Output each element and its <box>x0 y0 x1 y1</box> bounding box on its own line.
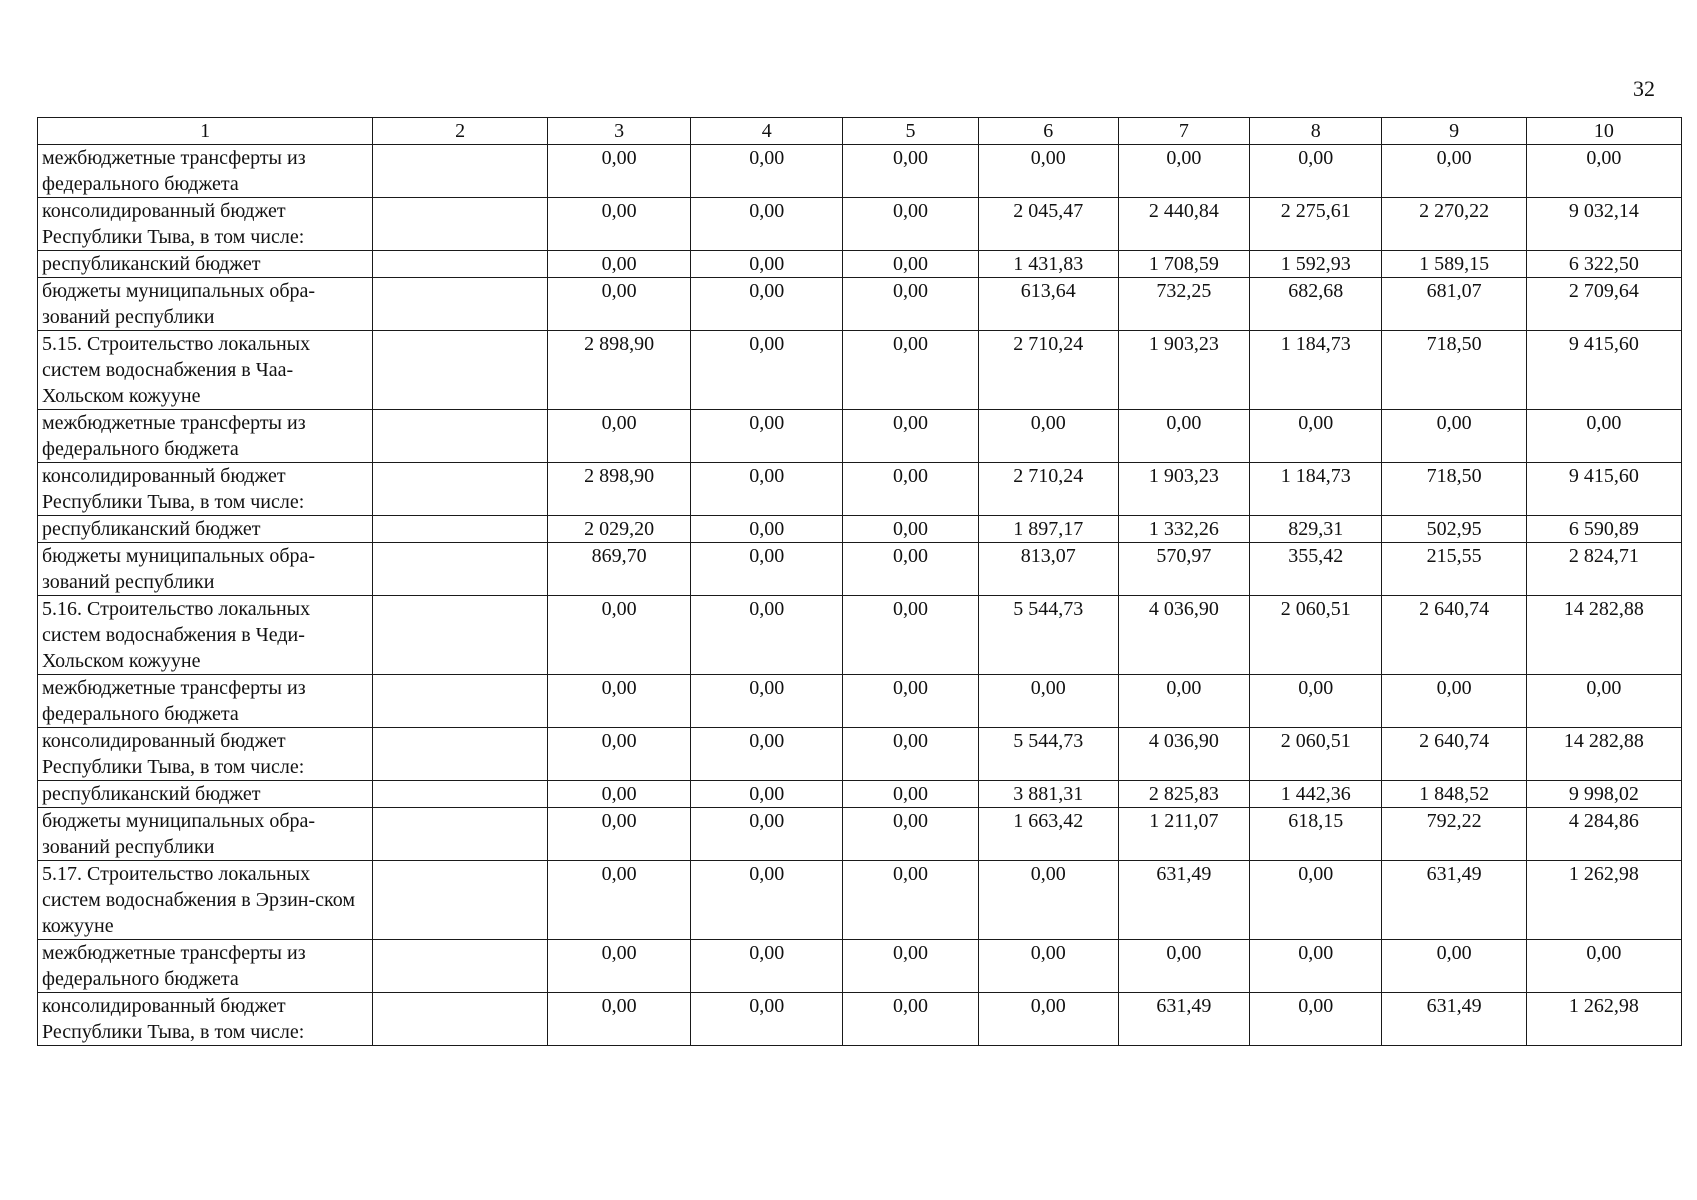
value-cell: 0,00 <box>691 251 843 278</box>
value-cell: 1 592,93 <box>1250 251 1382 278</box>
table-header-row <box>38 118 1682 145</box>
value-cell: 0,00 <box>843 145 979 198</box>
value-cell: 0,00 <box>1250 861 1382 940</box>
row-label: консолидированный бюджет Республики Тыва, в том числе: <box>38 993 373 1046</box>
value-cell: 4 284,86 <box>1526 808 1681 861</box>
value-cell: 0,00 <box>1250 675 1382 728</box>
value-cell: 2 824,71 <box>1526 543 1681 596</box>
value-cell: 0,00 <box>843 596 979 675</box>
table-row <box>38 331 1682 410</box>
value-cell: 1 897,17 <box>978 516 1118 543</box>
value-cell: 0,00 <box>843 278 979 331</box>
value-cell: 5 544,73 <box>978 728 1118 781</box>
value-cell: 1 332,26 <box>1118 516 1249 543</box>
value-cell: 215,55 <box>1382 543 1526 596</box>
value-cell: 0,00 <box>548 410 691 463</box>
row-label: межбюджетные трансферты из федерального бюджета <box>38 145 373 198</box>
value-cell: 570,97 <box>1118 543 1249 596</box>
table-row <box>38 808 1682 861</box>
row-code <box>373 993 548 1046</box>
column-header: 4 <box>691 118 843 145</box>
value-cell: 0,00 <box>548 993 691 1046</box>
value-cell: 2 640,74 <box>1382 596 1526 675</box>
value-cell: 1 663,42 <box>978 808 1118 861</box>
value-cell: 1 589,15 <box>1382 251 1526 278</box>
value-cell: 0,00 <box>691 410 843 463</box>
value-cell: 3 881,31 <box>978 781 1118 808</box>
value-cell: 0,00 <box>843 993 979 1046</box>
value-cell: 681,07 <box>1382 278 1526 331</box>
value-cell: 0,00 <box>843 543 979 596</box>
value-cell: 502,95 <box>1382 516 1526 543</box>
value-cell: 2 275,61 <box>1250 198 1382 251</box>
table-row <box>38 278 1682 331</box>
value-cell: 0,00 <box>548 781 691 808</box>
value-cell: 9 032,14 <box>1526 198 1681 251</box>
row-code <box>373 278 548 331</box>
column-header: 2 <box>373 118 548 145</box>
column-header: 5 <box>843 118 979 145</box>
value-cell: 0,00 <box>1118 675 1249 728</box>
value-cell: 613,64 <box>978 278 1118 331</box>
row-label: бюджеты муниципальных обра-зований республики <box>38 543 373 596</box>
value-cell: 2 060,51 <box>1250 728 1382 781</box>
column-header: 7 <box>1118 118 1249 145</box>
value-cell: 0,00 <box>691 516 843 543</box>
value-cell: 0,00 <box>691 861 843 940</box>
value-cell: 0,00 <box>691 278 843 331</box>
row-code <box>373 675 548 728</box>
value-cell: 0,00 <box>1250 940 1382 993</box>
value-cell: 0,00 <box>548 251 691 278</box>
value-cell: 0,00 <box>843 675 979 728</box>
value-cell: 618,15 <box>1250 808 1382 861</box>
value-cell: 2 898,90 <box>548 463 691 516</box>
row-label: консолидированный бюджет Республики Тыва, в том числе: <box>38 463 373 516</box>
row-code <box>373 808 548 861</box>
value-cell: 682,68 <box>1250 278 1382 331</box>
table-row <box>38 463 1682 516</box>
table-body <box>38 145 1682 1046</box>
value-cell: 0,00 <box>843 198 979 251</box>
value-cell: 14 282,88 <box>1526 728 1681 781</box>
value-cell: 0,00 <box>843 463 979 516</box>
value-cell: 0,00 <box>548 808 691 861</box>
value-cell: 1 431,83 <box>978 251 1118 278</box>
value-cell: 355,42 <box>1250 543 1382 596</box>
value-cell: 2 029,20 <box>548 516 691 543</box>
value-cell: 0,00 <box>548 198 691 251</box>
value-cell: 631,49 <box>1382 861 1526 940</box>
value-cell: 869,70 <box>548 543 691 596</box>
row-code <box>373 331 548 410</box>
table-row <box>38 198 1682 251</box>
row-label: бюджеты муниципальных обра-зований республики <box>38 808 373 861</box>
value-cell: 0,00 <box>1526 675 1681 728</box>
table-row <box>38 675 1682 728</box>
value-cell: 2 045,47 <box>978 198 1118 251</box>
value-cell: 6 322,50 <box>1526 251 1681 278</box>
value-cell: 0,00 <box>1382 940 1526 993</box>
value-cell: 631,49 <box>1118 861 1249 940</box>
table-row <box>38 781 1682 808</box>
value-cell: 0,00 <box>843 861 979 940</box>
value-cell: 0,00 <box>691 728 843 781</box>
value-cell: 1 184,73 <box>1250 331 1382 410</box>
value-cell: 14 282,88 <box>1526 596 1681 675</box>
row-code <box>373 861 548 940</box>
value-cell: 9 415,60 <box>1526 331 1681 410</box>
row-label: республиканский бюджет <box>38 781 373 808</box>
value-cell: 0,00 <box>843 251 979 278</box>
row-label: консолидированный бюджет Республики Тыва, в том числе: <box>38 728 373 781</box>
value-cell: 4 036,90 <box>1118 728 1249 781</box>
value-cell: 0,00 <box>691 781 843 808</box>
value-cell: 732,25 <box>1118 278 1249 331</box>
value-cell: 718,50 <box>1382 331 1526 410</box>
value-cell: 0,00 <box>1118 145 1249 198</box>
value-cell: 9 415,60 <box>1526 463 1681 516</box>
value-cell: 0,00 <box>691 145 843 198</box>
value-cell: 2 898,90 <box>548 331 691 410</box>
value-cell: 0,00 <box>1526 410 1681 463</box>
value-cell: 1 211,07 <box>1118 808 1249 861</box>
value-cell: 2 440,84 <box>1118 198 1249 251</box>
value-cell: 1 708,59 <box>1118 251 1249 278</box>
page-number: 32 <box>1633 76 1655 101</box>
row-code <box>373 781 548 808</box>
value-cell: 0,00 <box>843 781 979 808</box>
table-row <box>38 410 1682 463</box>
row-code <box>373 251 548 278</box>
row-code <box>373 410 548 463</box>
row-label: 5.15. Строительство локальных систем водоснабжения в Чаа-Хольском кожууне <box>38 331 373 410</box>
value-cell: 6 590,89 <box>1526 516 1681 543</box>
value-cell: 0,00 <box>691 940 843 993</box>
value-cell: 5 544,73 <box>978 596 1118 675</box>
value-cell: 0,00 <box>691 596 843 675</box>
value-cell: 0,00 <box>978 861 1118 940</box>
row-code <box>373 516 548 543</box>
row-label: межбюджетные трансферты из федерального бюджета <box>38 410 373 463</box>
value-cell: 0,00 <box>1526 940 1681 993</box>
value-cell: 0,00 <box>843 728 979 781</box>
value-cell: 0,00 <box>1118 940 1249 993</box>
column-header: 10 <box>1526 118 1681 145</box>
row-label: консолидированный бюджет Республики Тыва, в том числе: <box>38 198 373 251</box>
column-header: 8 <box>1250 118 1382 145</box>
value-cell: 1 442,36 <box>1250 781 1382 808</box>
table-row <box>38 516 1682 543</box>
value-cell: 631,49 <box>1382 993 1526 1046</box>
value-cell: 0,00 <box>843 331 979 410</box>
value-cell: 0,00 <box>548 728 691 781</box>
value-cell: 0,00 <box>1382 145 1526 198</box>
value-cell: 0,00 <box>978 145 1118 198</box>
value-cell: 2 710,24 <box>978 331 1118 410</box>
row-label: 5.17. Строительство локальных систем водоснабжения в Эрзин-ском кожууне <box>38 861 373 940</box>
value-cell: 1 262,98 <box>1526 993 1681 1046</box>
row-code <box>373 596 548 675</box>
value-cell: 0,00 <box>691 675 843 728</box>
value-cell: 829,31 <box>1250 516 1382 543</box>
row-code <box>373 198 548 251</box>
row-code <box>373 145 548 198</box>
value-cell: 0,00 <box>1526 145 1681 198</box>
row-label: межбюджетные трансферты из федерального бюджета <box>38 675 373 728</box>
value-cell: 1 262,98 <box>1526 861 1681 940</box>
value-cell: 0,00 <box>691 993 843 1046</box>
value-cell: 1 903,23 <box>1118 463 1249 516</box>
column-header: 3 <box>548 118 691 145</box>
value-cell: 0,00 <box>548 596 691 675</box>
value-cell: 0,00 <box>1250 993 1382 1046</box>
row-code <box>373 728 548 781</box>
row-label: бюджеты муниципальных обра-зований республики <box>38 278 373 331</box>
value-cell: 0,00 <box>1118 410 1249 463</box>
value-cell: 2 640,74 <box>1382 728 1526 781</box>
value-cell: 0,00 <box>1382 410 1526 463</box>
table-row <box>38 993 1682 1046</box>
row-label: 5.16. Строительство локальных систем водоснабжения в Чеди-Хольском кожууне <box>38 596 373 675</box>
value-cell: 0,00 <box>691 331 843 410</box>
value-cell: 0,00 <box>548 861 691 940</box>
table-row <box>38 728 1682 781</box>
table-row <box>38 940 1682 993</box>
value-cell: 0,00 <box>548 145 691 198</box>
value-cell: 0,00 <box>843 940 979 993</box>
value-cell: 0,00 <box>978 940 1118 993</box>
value-cell: 2 825,83 <box>1118 781 1249 808</box>
value-cell: 0,00 <box>843 808 979 861</box>
value-cell: 0,00 <box>548 278 691 331</box>
value-cell: 1 903,23 <box>1118 331 1249 410</box>
value-cell: 0,00 <box>1250 145 1382 198</box>
value-cell: 2 270,22 <box>1382 198 1526 251</box>
value-cell: 2 709,64 <box>1526 278 1681 331</box>
value-cell: 0,00 <box>843 516 979 543</box>
value-cell: 0,00 <box>978 410 1118 463</box>
value-cell: 0,00 <box>691 198 843 251</box>
value-cell: 0,00 <box>691 543 843 596</box>
row-code <box>373 463 548 516</box>
value-cell: 0,00 <box>1250 410 1382 463</box>
value-cell: 9 998,02 <box>1526 781 1681 808</box>
table-row <box>38 251 1682 278</box>
row-label: республиканский бюджет <box>38 251 373 278</box>
value-cell: 2 060,51 <box>1250 596 1382 675</box>
table-row <box>38 861 1682 940</box>
column-header: 1 <box>38 118 373 145</box>
column-header: 6 <box>978 118 1118 145</box>
budget-table <box>37 117 1682 1046</box>
value-cell: 0,00 <box>691 463 843 516</box>
value-cell: 1 848,52 <box>1382 781 1526 808</box>
value-cell: 0,00 <box>978 675 1118 728</box>
row-label: межбюджетные трансферты из федерального бюджета <box>38 940 373 993</box>
row-code <box>373 543 548 596</box>
value-cell: 0,00 <box>548 675 691 728</box>
value-cell: 0,00 <box>691 808 843 861</box>
row-label: республиканский бюджет <box>38 516 373 543</box>
value-cell: 2 710,24 <box>978 463 1118 516</box>
value-cell: 1 184,73 <box>1250 463 1382 516</box>
column-header: 9 <box>1382 118 1526 145</box>
table-row <box>38 543 1682 596</box>
value-cell: 631,49 <box>1118 993 1249 1046</box>
value-cell: 0,00 <box>548 940 691 993</box>
row-code <box>373 940 548 993</box>
value-cell: 792,22 <box>1382 808 1526 861</box>
table-row <box>38 145 1682 198</box>
value-cell: 4 036,90 <box>1118 596 1249 675</box>
value-cell: 0,00 <box>843 410 979 463</box>
value-cell: 0,00 <box>978 993 1118 1046</box>
value-cell: 813,07 <box>978 543 1118 596</box>
value-cell: 718,50 <box>1382 463 1526 516</box>
table-row <box>38 596 1682 675</box>
value-cell: 0,00 <box>1382 675 1526 728</box>
